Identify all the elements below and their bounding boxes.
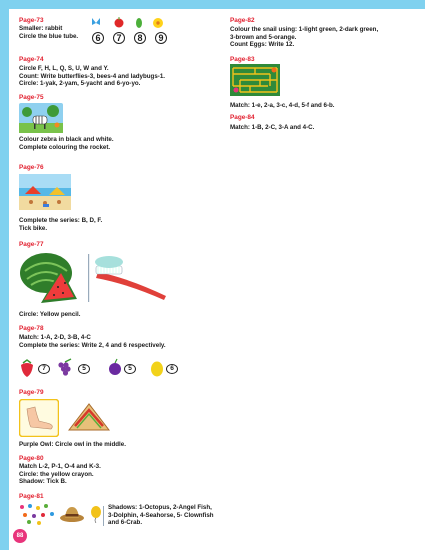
answers-page-80: [19, 463, 101, 486]
watermelon-picture: [19, 249, 79, 305]
number-circle: 6: [92, 32, 104, 44]
zebra-scene-picture: [19, 103, 63, 133]
hat-picture: [59, 505, 85, 523]
answer-line: Circle F, H, L, Q, S, U, W and Y.: [19, 65, 109, 72]
heading-page-73: Page-73: [19, 17, 44, 24]
flower-icon: [153, 18, 163, 28]
answer-line: Complete the series: Write 2, 4 and 6 respectively.: [19, 341, 166, 349]
apple-icon: [115, 17, 124, 28]
number-oval: 7: [38, 364, 50, 374]
number-circle: 8: [134, 32, 146, 44]
answer-line: Circle the blue tube.: [19, 32, 79, 40]
answers-page-74: [19, 65, 165, 88]
answers-page-81: [108, 504, 214, 527]
answer-line: 3-brown and 5-orange.: [230, 33, 297, 41]
answer-line: Match: 1-A, 2-D, 3-B, 4-C: [19, 334, 91, 341]
answers-page-82: [230, 26, 378, 49]
answers-page-75: [19, 136, 114, 151]
answer-line: and 6-Crab.: [108, 519, 143, 527]
answers-page-76: [19, 217, 102, 232]
answer-line: Circle: Yellow pencil.: [19, 311, 81, 318]
heading-page-76: Page-76: [19, 164, 44, 171]
heading-page-81: Page-81: [19, 493, 44, 500]
heading-page-80: Page-80: [19, 455, 44, 462]
number-circle: 9: [155, 32, 167, 44]
maze-picture: [230, 64, 280, 96]
heading-page-75: Page-75: [19, 94, 44, 101]
number-oval: 5: [78, 364, 90, 374]
beach-scene-picture: [19, 174, 71, 210]
number-circle: 7: [113, 32, 125, 44]
page-73-icons: [92, 17, 168, 29]
butterfly-icon: [92, 18, 100, 25]
plum-icon: [109, 359, 121, 375]
answer-line: 3-Dolphin, 4-Seahorse, 5- Clownfish: [108, 511, 214, 519]
answer-line: Shadow: Tick B.: [19, 478, 67, 486]
strawberry-icon: [21, 360, 33, 377]
answer-line: Circle: 1-yak, 2-yam, 5-yacht and 6-yo-yo.: [19, 80, 141, 88]
balloon-picture: [89, 505, 103, 523]
leaf-icon: [136, 18, 142, 28]
answer-line: Match: 1-B, 2-C, 3-A and 4-C.: [230, 124, 315, 131]
answer-line: Count Eggs: Write 12.: [230, 41, 295, 49]
grapes-icon: [58, 359, 71, 376]
heading-page-83: Page-83: [230, 56, 255, 63]
answer-line: Smaller: rabbit: [19, 25, 63, 32]
answer-line: Count: Write butterflies-3, bees-4 and ladybugs-1.: [19, 72, 165, 80]
answer-line: Colour the snail using: 1-light green, 2-dark green,: [230, 26, 379, 33]
top-band: [0, 0, 425, 9]
heading-page-82: Page-82: [230, 17, 255, 24]
answer-line: Purple Owl: Circle owl in the middle.: [19, 441, 126, 448]
answer-line: Colour zebra in black and white.: [19, 136, 114, 143]
answer-line: Shadows: 1-Octopus, 2-Angel Fish,: [108, 504, 212, 511]
number-oval: 6: [166, 364, 178, 374]
heading-page-78: Page-78: [19, 325, 44, 332]
sandwich-picture: [67, 402, 111, 434]
answer-line: Match L-2, P-1, O-4 and K-3.: [19, 463, 101, 470]
answer-line: Complete colouring the rocket.: [19, 143, 111, 151]
heading-page-77: Page-77: [19, 241, 44, 248]
answer-line: Tick bike.: [19, 224, 48, 232]
answers-page-84: [230, 124, 314, 132]
answers-page-83: [230, 102, 335, 110]
heading-page-84: Page-84: [230, 114, 255, 121]
answer-line: Circle: the yellow crayon.: [19, 470, 94, 478]
lemon-icon: [151, 362, 163, 377]
answer-line: Match: 1-e, 2-a, 3-c, 4-d, 5-f and 6-b.: [230, 102, 335, 109]
toothbrush-picture: [88, 254, 170, 302]
foot-picture: [19, 399, 59, 437]
answers-page-79: [19, 441, 126, 449]
answer-line: Complete the series: B, D, F.: [19, 217, 103, 224]
number-oval: 5: [124, 364, 136, 374]
heading-page-79: Page-79: [19, 389, 44, 396]
left-band: [0, 9, 9, 550]
divider-line: [103, 506, 105, 526]
heading-page-74: Page-74: [19, 56, 44, 63]
answers-page-77: [19, 311, 80, 319]
answers-page-73: [19, 25, 78, 40]
page-number-badge: 88: [13, 529, 27, 543]
color-dots-picture: [19, 503, 57, 525]
answers-page-78: [19, 334, 166, 349]
